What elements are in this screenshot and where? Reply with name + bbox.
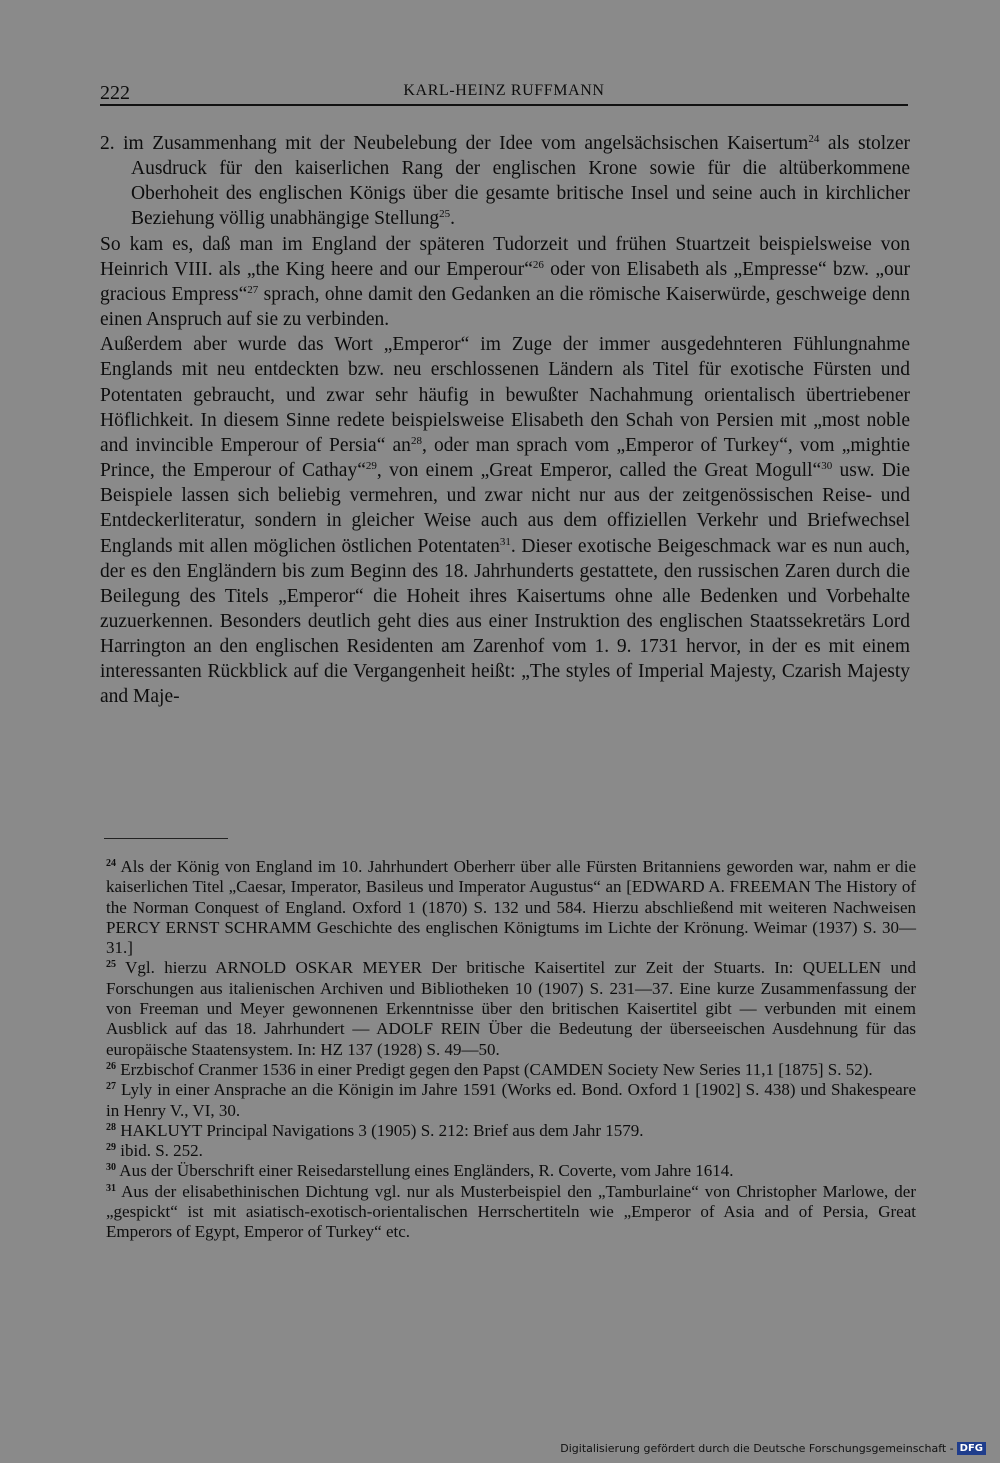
paragraph-1 — [100, 232, 910, 333]
footnote-number: 26 — [106, 1060, 116, 1072]
footnote-31 — [106, 1182, 916, 1243]
footnote-26 — [106, 1060, 916, 1080]
footnote-text: Aus der Überschrift einer Reisedarstellung eines Engländers, R. Coverte, vom Jahre 1614. — [116, 1161, 734, 1181]
footnote-text: Als der König von England im 10. Jahrhundert Oberherr über alle Fürsten Britanniens geworden war, nahm er die kaiserlichen Titel „Caesar, Imperator, Basileus und Imperator Augustus“ an [EDWARD A. FREEMAN The History of the Norman Conquest of England. Oxford 1 (1870) S. 132 und 584. Hierzu abschließend mit weiteren Nachweisen PERCY ERNST SCHRAMM Geschichte des englischen Königtums im Lichte der Krönung. Weimar (1937) S. 30—31.] — [106, 857, 916, 958]
footnote-ref-24[interactable]: 24 — [808, 133, 820, 145]
footnote-ref-31[interactable]: 31 — [499, 535, 511, 548]
footnote-number: 25 — [106, 959, 116, 971]
footnote-text: Vgl. hierzu ARNOLD OSKAR MEYER Der britische Kaisertitel zur Zeit der Stuarts. In: QUELLEN und Forschungen aus italienischen Archiven und Bibliotheken 10 (1907) S. 231—37. Eine kurze Zusammenfassung der von Freeman und Meyer gewonnenen Erkenntnisse über den britischen Kaisertitel gibt — verbunden mit einem Ausblick auf das 18. Jahrhundert — ADOLF REIN Über die Bedeutung der überseeischen Ausdehnung für das europäische Staatensystem. In: HZ 137 (1928) S. 49—50. — [106, 958, 916, 1059]
footnote-30 — [106, 1161, 916, 1181]
footnote-text: ibid. S. 252. — [116, 1141, 203, 1161]
text-run: . Dieser exotische Beigeschmack war es nun auch, der es den Engländern bis zum Beginn des 18. Jahrhunderts gestattete, den russischen Zaren durch die Beilegung des Titels „Emperor“ die Hoheit ihres Kaisertums ohne alle Bedenken und Vorbehalte zuzuerkennen. Besonders deutlich geht dies aus einer Instruktion des englischen Staatssekretärs Lord Harrington an den englischen Residenten am Zarenhof vom 1. 9. 1731 hervor, in der es mit einem interessanten Rückblick auf die Vergangenheit heißt: „The styles of Imperial Majesty, Czarish Majesty and Maje- — [100, 535, 910, 708]
text-run: usw. Die Beispiele lassen sich beliebig vermehren, und zwar nicht nur aus der zeitgenössischen Reise- und Entdeckerliteratur, sondern in gleicher Weise auch aus dem offiziellen Verkehr und Briefwechsel Englands mit allen möglichen östlichen Potentaten — [100, 460, 910, 557]
dfg-logo: DFG — [957, 1442, 986, 1455]
footnote-28 — [106, 1121, 916, 1141]
footnotes — [106, 857, 916, 1243]
text-run: , oder man sprach vom „Emperor of Turkey“, vom „mightie Prince, the Emperour of Cathay“ — [100, 434, 910, 482]
text-run: im Zusammenhang mit der Neubelebung der Idee vom angelsächsischen Kaisertum — [114, 133, 809, 154]
text-run: als stolzer Ausdruck für den kaiserlichen Rang der englischen Krone sowie für die altüberkommene Oberhoheit des englischen Königs über die gesamte britische Insel und seine auch in kirchlicher Beziehung völlig unabhängige Stellung — [131, 133, 910, 230]
footnote-number: 24 — [106, 858, 116, 869]
footnote-ref-27[interactable]: 27 — [247, 283, 259, 296]
text-run: Außerdem aber wurde das Wort „Emperor“ im Zuge der immer ausgedehnteren Fühlungnahme Englands mit neu entdeckten bzw. neu erschlossenen Ländern als Titel für exotische Fürsten und Potentaten gebraucht, und zwar sehr häufig in bewußter Nachahmung orientalisch übertriebener Höflichkeit. In diesem Sinne redete beispielsweise Elisabeth den Schah von Persien mit „most noble and invincible Emperour of Persia“ an — [100, 334, 910, 456]
footnote-ref-26[interactable]: 26 — [532, 258, 544, 271]
footnote-ref-25[interactable]: 25 — [439, 208, 451, 221]
text-run: So kam es, daß man im England der späteren Tudorzeit und frühen Stuartzeit beispielsweise von Heinrich VIII. als „the King heere and our Emperour“ — [100, 233, 910, 280]
text-run: oder von Elisabeth als „Empresse“ bzw. „our gracious Empress“ — [100, 258, 910, 305]
footnote-rule — [104, 838, 228, 839]
main-text — [100, 131, 910, 710]
footnote-number: 31 — [106, 1182, 116, 1194]
footnote-text: Lyly in einer Ansprache an die Königin im Jahre 1591 (Works ed. Bond. Oxford 1 [1902] S. 438) und Shakespeare in Henry V., VI, 30. — [106, 1080, 916, 1120]
text-run: sprach, ohne damit den Gedanken an die römische Kaiserwürde, geschweige denn einen Anspruch auf sie zu verbinden. — [100, 283, 911, 331]
footnote-ref-30[interactable]: 30 — [821, 460, 833, 473]
header-rule — [100, 104, 908, 106]
footnote-text: Aus der elisabethinischen Dichtung vgl. nur als Musterbeispiel den „Tamburlaine“ von Christopher Marlowe, der „gespickt“ ist mit asiatisch-exotisch-orientalischen Herrschertiteln wie „Emperor of Asia and of Persia, Great Emperors of Egypt, Emperor of Turkey“ etc. — [106, 1181, 916, 1242]
footnote-number: 28 — [106, 1121, 116, 1133]
list-item-2 — [100, 131, 910, 232]
text-run: . — [450, 208, 456, 230]
text-run: , von einem „Great Emperor, called the Great Mogull“ — [376, 460, 822, 482]
footnote-number: 29 — [106, 1142, 116, 1154]
footnote-24 — [106, 857, 916, 958]
footnote-text: Erzbischof Cranmer 1536 in einer Predigt gegen den Papst (CAMDEN Society New Series 11,1 [1875] S. 52). — [116, 1059, 873, 1079]
footnote-ref-29[interactable]: 29 — [365, 460, 377, 473]
footnote-text: HAKLUYT Principal Navigations 3 (1905) S. 212: Brief aus dem Jahr 1579. — [116, 1120, 644, 1140]
page-number: 222 — [100, 82, 130, 104]
footnote-number: 27 — [106, 1081, 116, 1093]
footnote-ref-28[interactable]: 28 — [410, 434, 422, 447]
footnote-27 — [106, 1080, 916, 1121]
footnote-29 — [106, 1141, 916, 1161]
running-title: KARL-HEINZ RUFFMANN — [403, 82, 605, 99]
digitization-credit — [560, 1442, 986, 1455]
paragraph-2 — [100, 332, 910, 709]
footnote-25 — [106, 958, 916, 1059]
credit-text: Digitalisierung gefördert durch die Deutsche Forschungsgemeinschaft - — [560, 1442, 954, 1455]
footnote-number: 30 — [106, 1162, 116, 1174]
running-header — [100, 80, 908, 104]
list-marker: 2. — [100, 133, 115, 154]
